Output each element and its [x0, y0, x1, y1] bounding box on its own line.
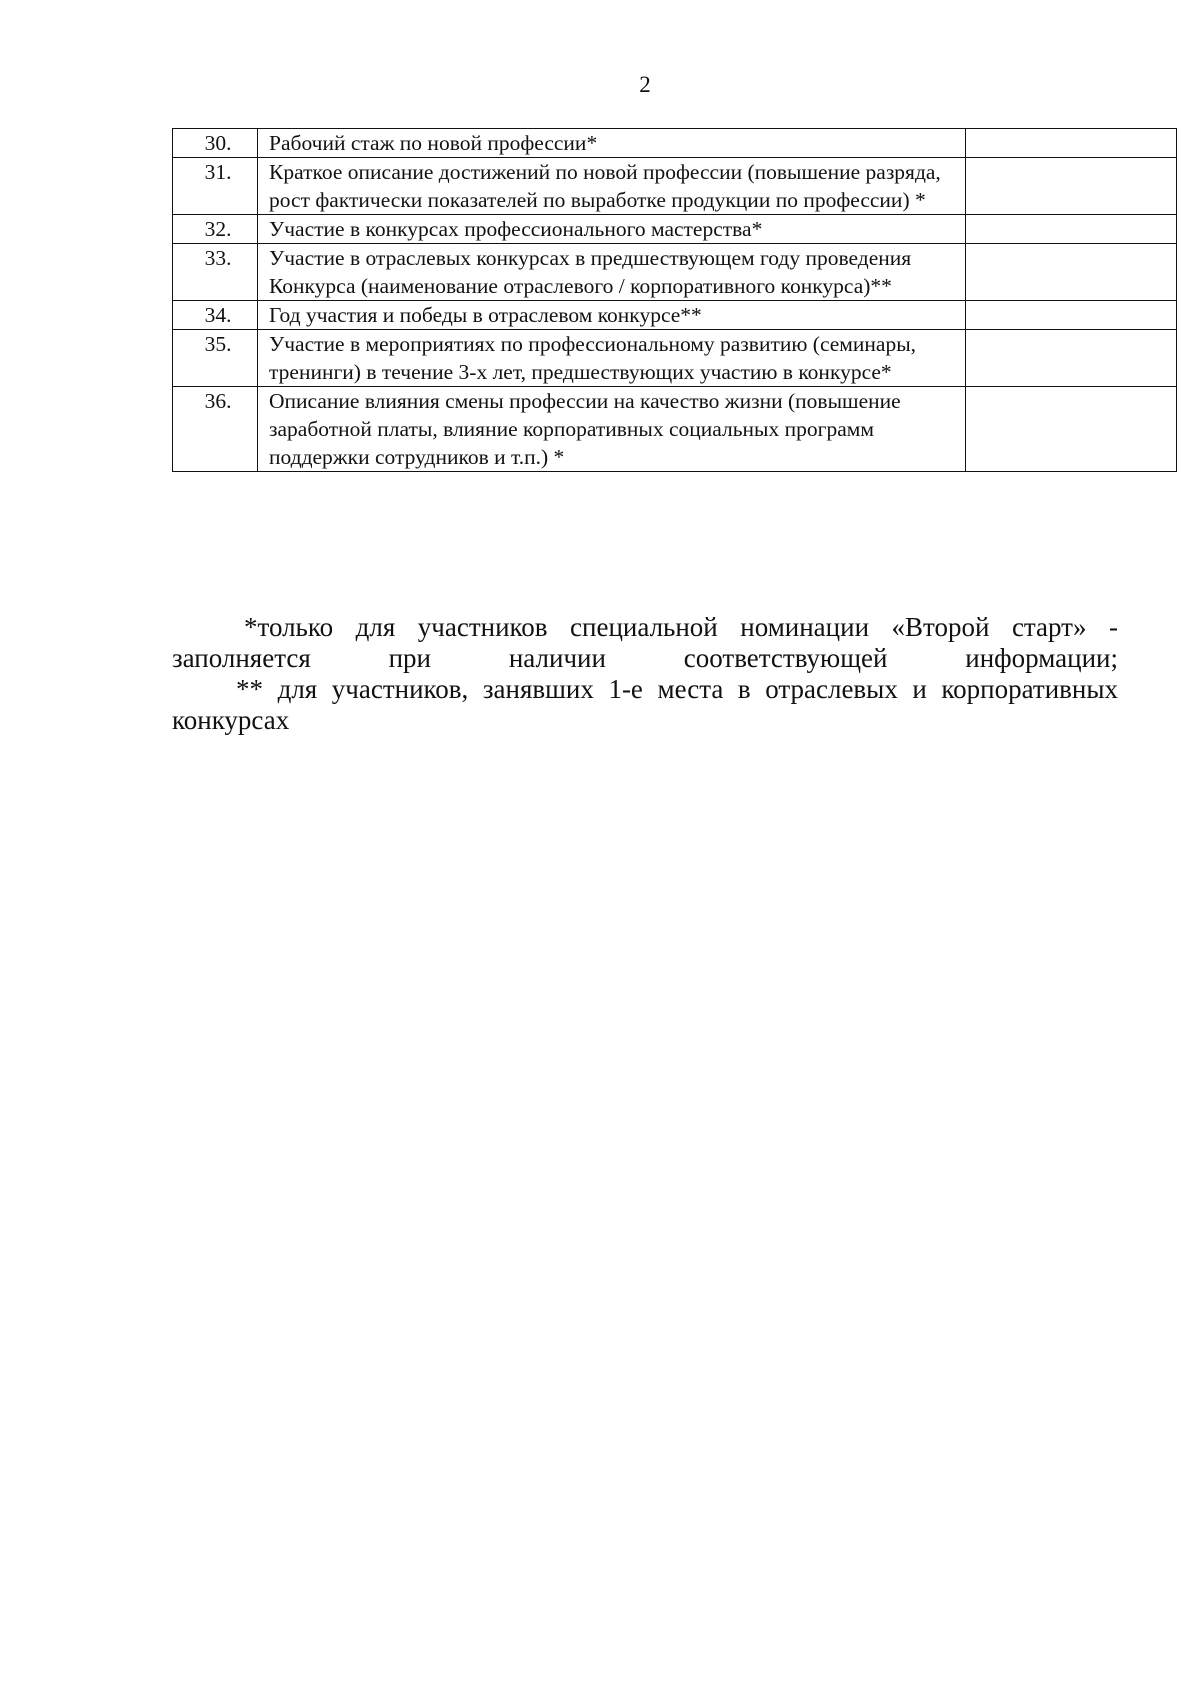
table-body: [173, 129, 1177, 472]
row-number: 30.: [173, 129, 258, 158]
row-value-cell[interactable]: [966, 129, 1177, 158]
row-value-cell[interactable]: [966, 301, 1177, 330]
row-value-cell[interactable]: [966, 215, 1177, 244]
row-number: 33.: [173, 244, 258, 301]
row-number: 36.: [173, 387, 258, 472]
row-description: Участие в отраслевых конкурсах в предшествующем году проведения Конкурса (наименование отраслевого / корпоративного конкурса)**: [258, 244, 966, 301]
footnote-single-star: *только для участников специальной номинации «Второй старт» - заполняется при наличии соответствующей информации;: [172, 612, 1118, 673]
table-row: [173, 244, 1177, 301]
row-number: 32.: [173, 215, 258, 244]
row-description: Участие в мероприятиях по профессиональному развитию (семинары, тренинги) в течение 3-х лет, предшествующих участию в конкурсе*: [258, 330, 966, 387]
row-description: Год участия и победы в отраслевом конкурсе**: [258, 301, 966, 330]
table-row: [173, 387, 1177, 472]
row-number: 34.: [173, 301, 258, 330]
table-row: [173, 158, 1177, 215]
row-description: Описание влияния смены профессии на качество жизни (повышение заработной платы, влияние корпоративных социальных программ поддержки сотрудников и т.п.) *: [258, 387, 966, 472]
row-description: Рабочий стаж по новой профессии*: [258, 129, 966, 158]
row-value-cell[interactable]: [966, 387, 1177, 472]
table-row: [173, 129, 1177, 158]
row-description: Краткое описание достижений по новой профессии (повышение разряда, рост фактически показателей по выработке продукции по профессии) *: [258, 158, 966, 215]
participant-info-table: [172, 128, 1177, 472]
row-value-cell[interactable]: [966, 330, 1177, 387]
table-row: [173, 301, 1177, 330]
page-number: 2: [639, 72, 651, 97]
row-number: 35.: [173, 330, 258, 387]
row-number: 31.: [173, 158, 258, 215]
row-description: Участие в конкурсах профессионального мастерства*: [258, 215, 966, 244]
row-value-cell[interactable]: [966, 244, 1177, 301]
row-value-cell[interactable]: [966, 158, 1177, 215]
footnotes: [172, 612, 1118, 736]
table-row: [173, 215, 1177, 244]
footnote-double-star: ** для участников, занявших 1-е места в отраслевых и корпоративных конкурсах: [172, 674, 1118, 735]
table-row: [173, 330, 1177, 387]
